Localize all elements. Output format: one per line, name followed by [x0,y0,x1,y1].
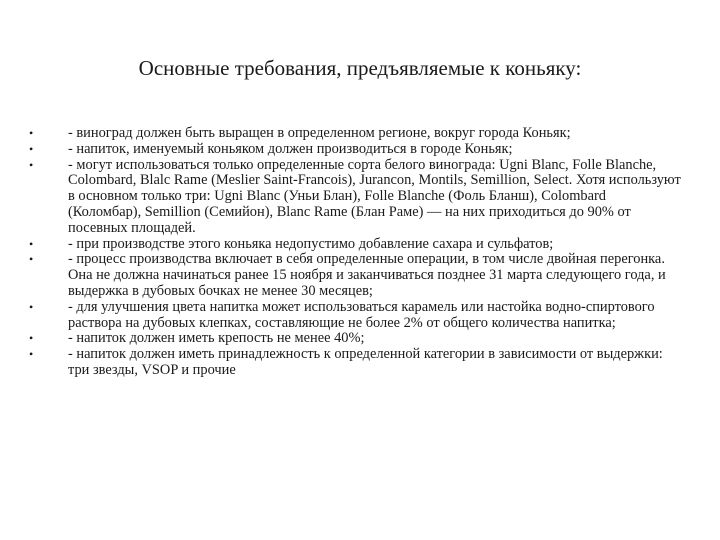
bullet-icon: • [29,331,34,346]
list-item-text: - для улучшения цвета напитка может использоваться карамель или настойка водно-спиртового раствора на дубовых клепках, составляющие не более 2% от общего количества напитка; [68,298,655,331]
list-item-text: - напиток, именуемый коньяком должен производиться в городе Коньяк; [68,140,513,157]
bullet-icon: • [29,157,34,172]
list-item [29,125,682,142]
list-item [29,330,682,347]
slide-title: Основные требования, предъявляемые к коньяку: [138,56,582,80]
list-item-text: - могут использоваться только определенные сорта белого винограда: Ugni Blanc, Folle Blanche, Colombard, Blalc Rame (Meslier Saint-Francois), Jurancon, Montils, Semillion, Select. Хотя используют в основном только три: Ugni Blanc (Уньи Блан), Folle Blanche (Фоль Бланш), Colombard (Коломбар), Semillion (Семийон), Blanc Rame (Блан Раме) — на них приходиться до 90% от посевных площадей. [68,156,681,236]
list-item-text: - напиток должен иметь крепость не менее 40%; [68,330,365,347]
requirements-list [29,125,682,379]
bullet-icon: • [29,299,34,314]
list-item [29,298,682,332]
bullet-icon: • [29,141,34,156]
bullet-icon: • [29,347,34,362]
list-item [29,235,682,253]
bullet-icon: • [29,126,34,140]
bullet-icon: • [29,236,34,251]
list-item-text: - напиток должен иметь принадлежность к определенной категории в зависимости от выдержки: три звезды, VSOP и прочие [68,346,663,378]
list-item [29,156,682,237]
list-item-text: - процесс производства включает в себя определенные операции, в том числе двойная перегонка. Она не должна начинаться ранее 15 ноября и заканчиваться позднее 31 марта следующего года, и выдержка в дубовых бочках не менее 30 месяцев; [68,251,666,299]
bullet-icon: • [29,252,34,267]
list-item-text: - при производстве этого коньяка недопустимо добавление сахара и сульфатов; [68,235,554,252]
list-item-text: - виноград должен быть выращен в определенном регионе, вокруг города Коньяк; [68,125,571,141]
list-item [29,140,682,158]
list-item [29,346,682,379]
list-item [29,251,682,299]
